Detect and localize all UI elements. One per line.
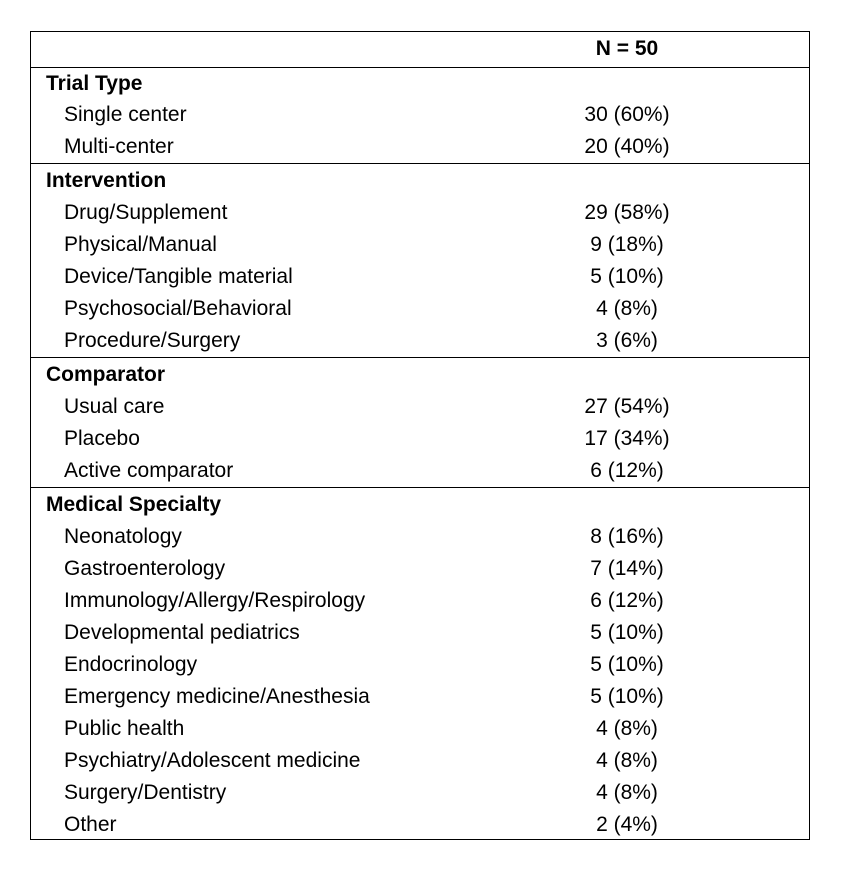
section-medical-specialty	[31, 488, 809, 838]
row-value: 8 (16%)	[590, 525, 664, 548]
row-label: Psychiatry/Adolescent medicine	[64, 749, 361, 772]
row-value: 5 (10%)	[590, 685, 664, 708]
table-row	[31, 585, 809, 617]
table-row	[31, 777, 809, 809]
row-label: Neonatology	[64, 525, 182, 548]
row-label: Physical/Manual	[64, 233, 217, 256]
row-value: 4 (8%)	[596, 717, 658, 740]
table-row	[31, 229, 809, 261]
row-label: Procedure/Surgery	[64, 329, 241, 352]
row-value: 5 (10%)	[590, 265, 664, 288]
row-value: 20 (40%)	[584, 135, 670, 158]
row-value: 4 (8%)	[596, 297, 658, 320]
row-label: Endocrinology	[64, 653, 198, 676]
row-value: 9 (18%)	[590, 233, 664, 256]
row-value: 6 (12%)	[590, 459, 664, 482]
table-row	[31, 455, 809, 487]
table-row	[31, 261, 809, 293]
row-label: Psychosocial/Behavioral	[64, 297, 292, 320]
row-label: Developmental pediatrics	[64, 621, 300, 644]
section-intervention	[31, 164, 809, 358]
table-row	[31, 617, 809, 649]
table-row	[31, 423, 809, 455]
row-label: Emergency medicine/Anesthesia	[64, 685, 370, 708]
section-title: Comparator	[46, 363, 166, 386]
row-value: 17 (34%)	[584, 427, 670, 450]
row-label: Immunology/Allergy/Respirology	[64, 589, 366, 612]
row-value: 5 (10%)	[590, 653, 664, 676]
table-row	[31, 391, 809, 423]
table-row	[31, 553, 809, 585]
row-value: 4 (8%)	[596, 781, 658, 804]
row-label: Device/Tangible material	[64, 265, 293, 288]
table-row	[31, 131, 809, 163]
characteristics-table	[30, 31, 810, 840]
row-value: 27 (54%)	[584, 395, 670, 418]
total-count-header: N = 50	[595, 37, 659, 60]
row-value: 3 (6%)	[596, 329, 658, 352]
table-row	[31, 99, 809, 131]
row-label: Other	[64, 813, 117, 836]
row-value: 6 (12%)	[590, 589, 664, 612]
row-value: 4 (8%)	[596, 749, 658, 772]
row-value: 2 (4%)	[596, 813, 658, 836]
section-comparator	[31, 358, 809, 488]
row-value: 30 (60%)	[584, 103, 670, 126]
table-row	[31, 681, 809, 713]
table-row	[31, 745, 809, 777]
row-label: Drug/Supplement	[64, 201, 228, 224]
row-label: Active comparator	[64, 459, 234, 482]
table-row	[31, 325, 809, 357]
row-label: Placebo	[64, 427, 140, 450]
table-row	[31, 197, 809, 229]
table-header-row	[31, 32, 809, 68]
row-label: Usual care	[64, 395, 165, 418]
row-label: Public health	[64, 717, 185, 740]
table-row	[31, 649, 809, 681]
row-label: Gastroenterology	[64, 557, 226, 580]
section-title: Medical Specialty	[46, 493, 222, 516]
table-row	[31, 809, 809, 841]
row-label: Multi-center	[64, 135, 174, 158]
row-value: 7 (14%)	[590, 557, 664, 580]
row-label: Single center	[64, 103, 187, 126]
table-row	[31, 293, 809, 325]
row-value: 5 (10%)	[590, 621, 664, 644]
table-row	[31, 521, 809, 553]
row-label: Surgery/Dentistry	[64, 781, 227, 804]
row-value: 29 (58%)	[584, 201, 670, 224]
table-row	[31, 713, 809, 745]
section-title: Trial Type	[46, 72, 143, 95]
section-title: Intervention	[46, 169, 167, 192]
section-trial-type	[31, 68, 809, 164]
